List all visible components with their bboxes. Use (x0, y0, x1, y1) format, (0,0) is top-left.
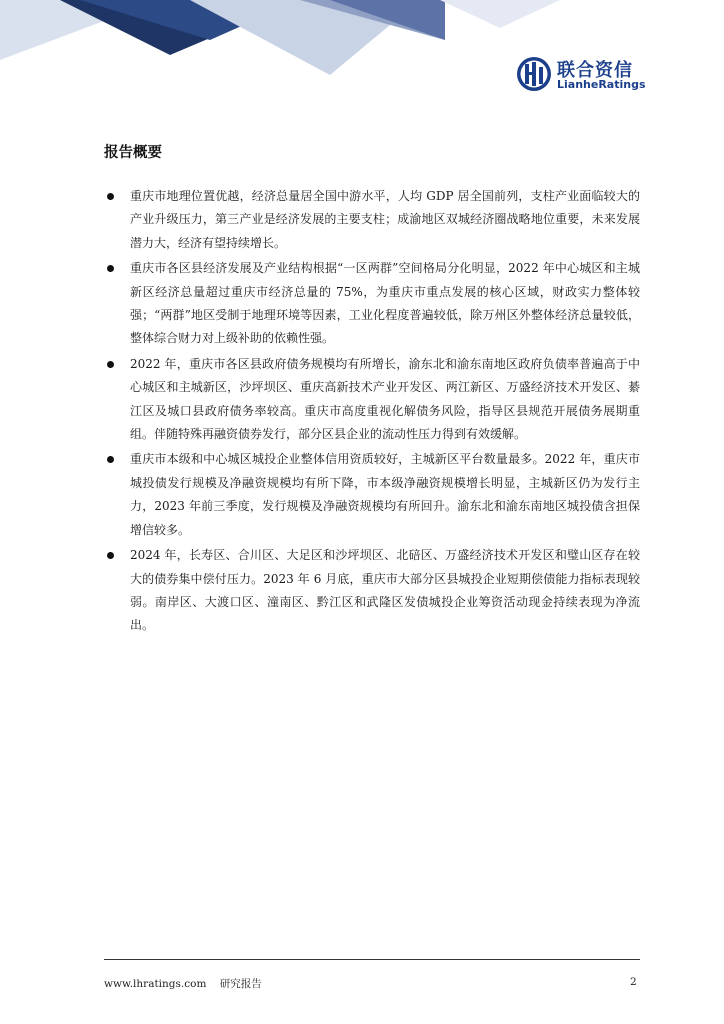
bullet-dot-icon (107, 193, 114, 200)
bullet-dot-icon (107, 361, 114, 368)
footer-info (104, 976, 272, 991)
summary-bullet (104, 185, 640, 255)
company-logo (516, 56, 646, 96)
bullet-text: 重庆市各区县经济发展及产业结构根据“一区两群”空间格局分化明显，2022 年中心城区和主城新区经济总量超过重庆市经济总量的 75%，为重庆市重点发展的核心区域，财政实力整体较强；“两群”地区受制于地理环境等因素，工业化程度普遍较低，除万州区外整体经济总量较低，整体综合财力对上级补助的依赖性强。 (130, 261, 640, 346)
bullet-dot-icon (107, 552, 114, 559)
bullet-dot-icon (107, 456, 114, 463)
footer-divider (104, 959, 640, 960)
bullet-text: 重庆市本级和中心城区城投企业整体信用资质较好，主城新区平台数量最多。2022 年，重庆市城投债发行规模及净融资规模均有所下降，市本级净融资规模增长明显，主城新区仍为发行主力，2023 年前三季度，发行规模及净融资规模均有所回升。渝东北和渝东南地区城投债含担保增信较多。 (130, 452, 640, 537)
summary-bullet (104, 448, 640, 542)
logo-name-cn: 联合资信 (557, 60, 633, 81)
bullet-dot-icon (107, 265, 114, 272)
page-number: 2 (630, 976, 637, 988)
section-title: 报告概要 (104, 145, 162, 161)
bullet-text: 2024 年，长寿区、合川区、大足区和沙坪坝区、北碚区、万盛经济技术开发区和璧山区存在较大的债券集中偿付压力。2023 年 6 月底，重庆市大部分区县城投企业短期偿债能力指标表现较弱。南岸区、大渡口区、潼南区、黔江区和武隆区发债城投企业筹资活动现金持续表现为净流出。 (130, 548, 640, 633)
summary-bullet (104, 353, 640, 447)
footer-report-type: 研究报告 (219, 978, 262, 990)
lianhe-logo-icon (516, 56, 552, 92)
footer-website-link[interactable]: www.lhratings.com (104, 978, 207, 990)
summary-bullet-list (104, 185, 640, 640)
summary-bullet (104, 257, 640, 351)
summary-bullet (104, 544, 640, 638)
bullet-text: 2022 年，重庆市各区县政府债务规模均有所增长，渝东北和渝东南地区政府负债率普遍高于中心城区和主城新区，沙坪坝区、重庆高新技术产业开发区、两江新区、万盛经济技术开发区、綦江区及城口县政府债务率较高。重庆市高度重视化解债务风险，指导区县规范开展债务展期重组。伴随特殊再融资债券发行，部分区县企业的流动性压力得到有效缓解。 (130, 356, 640, 442)
logo-name-en: LianheRatings (557, 78, 646, 91)
bullet-text: 重庆市地理位置优越，经济总量居全国中游水平，人均 GDP 居全国前列，支柱产业面临较大的产业升级压力，第三产业是经济发展的主要支柱；成渝地区双城经济圈战略地位重要，未来发展潜力大，经济有望持续增长。 (130, 189, 640, 250)
